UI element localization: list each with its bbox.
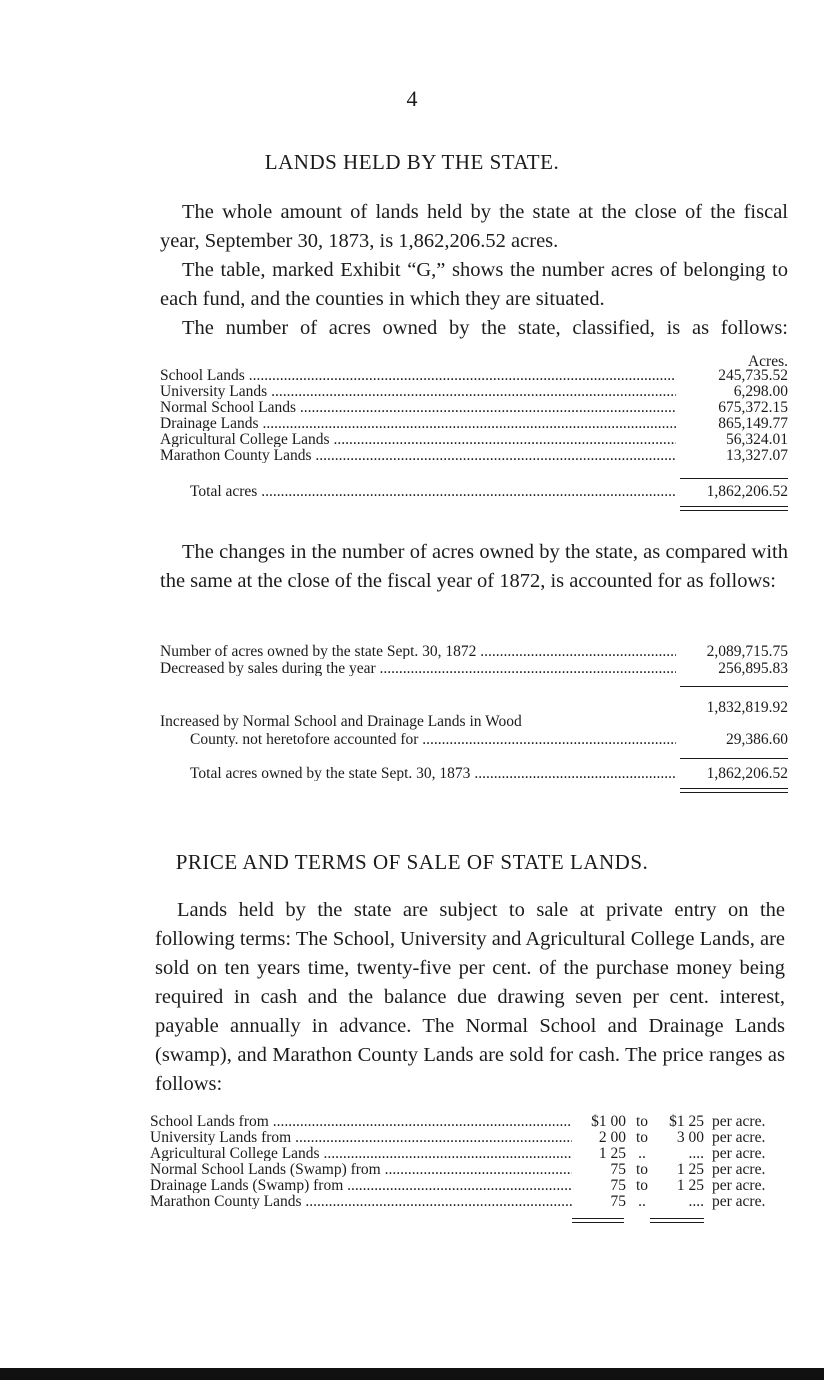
price-separator: to bbox=[635, 1129, 649, 1146]
paragraph-terms: Lands held by the state are subject to sale at private entry on the following terms: The School, University and Agricultural College Lands, are sold on ten years time, twenty-five per cent. of the purchase money being required in cash and the balance due drawing seven per cent. interest, payable annually in advance. The Normal School and Drainage Lands (swamp), and Marathon County Lands are sold for cash. The price ranges as follows: bbox=[155, 899, 785, 1095]
page-bottom-edge bbox=[0, 1368, 824, 1380]
table-row bbox=[150, 1146, 784, 1162]
table-row bbox=[160, 448, 788, 464]
price-low: 75 bbox=[610, 1161, 626, 1178]
table-row bbox=[160, 400, 788, 416]
sum-rule bbox=[680, 478, 788, 479]
total-value: 1,862,206.52 bbox=[706, 483, 788, 500]
row-label: Drainage Lands ..... bbox=[160, 416, 676, 431]
price-low: $1 00 bbox=[591, 1113, 626, 1130]
row-label: Normal School Lands (Swamp) from ..... bbox=[150, 1162, 572, 1177]
double-rule bbox=[680, 506, 788, 511]
row-label: Marathon County Lands ..... bbox=[150, 1194, 572, 1209]
price-unit: per acre. bbox=[712, 1129, 766, 1146]
row-label: Marathon County Lands ..... bbox=[160, 448, 676, 463]
total-label: Total acres ..... bbox=[190, 484, 676, 499]
row-label: Number of acres owned by the state Sept. 30, 1872 ..... bbox=[160, 644, 676, 659]
increase-value: 29,386.60 bbox=[726, 731, 788, 748]
increase-row-line1 bbox=[160, 714, 788, 730]
paragraph-classified: The number of acres owned by the state, classified, is as follows: bbox=[182, 317, 788, 339]
table-row bbox=[150, 1114, 784, 1130]
changes-paragraph-block bbox=[160, 538, 788, 596]
price-unit: per acre. bbox=[712, 1193, 766, 1210]
price-low: 75 bbox=[610, 1193, 626, 1210]
price-table bbox=[150, 1114, 784, 1232]
price-unit: per acre. bbox=[712, 1161, 766, 1178]
price-high: 3 00 bbox=[676, 1129, 704, 1146]
total-label: Total acres owned by the state Sept. 30, 1873 ..... bbox=[190, 766, 676, 781]
table-row bbox=[150, 1194, 784, 1210]
acres-table bbox=[160, 354, 788, 524]
price-low: 1 25 bbox=[598, 1145, 626, 1162]
total-value: 1,862,206.52 bbox=[706, 765, 788, 782]
table-row bbox=[150, 1162, 784, 1178]
price-separator: .. bbox=[638, 1193, 646, 1210]
row-value: 245,735.52 bbox=[718, 367, 788, 384]
section-heading-price-terms: PRICE AND TERMS OF SALE OF STATE LANDS. bbox=[175, 850, 649, 874]
acres-column-header: Acres. bbox=[747, 353, 788, 370]
table-row bbox=[160, 368, 788, 384]
price-separator: to bbox=[635, 1113, 649, 1130]
row-label: Decreased by sales during the year ..... bbox=[160, 661, 676, 676]
sum-rule bbox=[680, 686, 788, 687]
intro-paragraphs bbox=[160, 198, 788, 343]
row-label: School Lands ..... bbox=[160, 368, 676, 383]
row-value: 6,298.00 bbox=[733, 383, 788, 400]
total-row bbox=[160, 766, 788, 782]
row-value: 675,372.15 bbox=[718, 399, 788, 416]
table-row bbox=[160, 644, 788, 660]
row-label: Normal School Lands ..... bbox=[160, 400, 676, 415]
paragraph-whole-amount: The whole amount of lands held by the state at the close of the fiscal year, September 30, 1873, is 1,862,206.52 acres. bbox=[160, 201, 788, 252]
price-high: 1 25 bbox=[676, 1161, 704, 1178]
row-value: 256,895.83 bbox=[718, 660, 788, 677]
increase-label-line2: County. not heretofore accounted for ..... bbox=[190, 732, 676, 747]
row-value: 865,149.77 bbox=[718, 415, 788, 432]
section-heading-lands-held: LANDS HELD BY THE STATE. bbox=[264, 150, 560, 174]
table-row bbox=[150, 1178, 784, 1194]
subtotal-value: 1,832,819.92 bbox=[706, 699, 788, 716]
price-unit: per acre. bbox=[712, 1113, 766, 1130]
row-value: 2,089,715.75 bbox=[706, 643, 788, 660]
double-rule bbox=[680, 788, 788, 793]
row-label: Agricultural College Lands ..... bbox=[160, 432, 676, 447]
table-row bbox=[160, 384, 788, 400]
paragraph-changes: The changes in the number of acres owned by the state, as compared with the same at the close of the fiscal year of 1872, is accounted for as follows: bbox=[160, 541, 788, 592]
terms-paragraph-block bbox=[155, 896, 785, 1099]
price-unit: per acre. bbox=[712, 1145, 766, 1162]
row-label: Drainage Lands (Swamp) from ..... bbox=[150, 1178, 572, 1193]
table-row bbox=[160, 432, 788, 448]
price-high: .... bbox=[688, 1193, 704, 1210]
table-row bbox=[160, 416, 788, 432]
price-low: 75 bbox=[610, 1177, 626, 1194]
double-rule bbox=[650, 1218, 704, 1223]
row-label: School Lands from ..... bbox=[150, 1114, 572, 1129]
price-high: $1 25 bbox=[669, 1113, 704, 1130]
paragraph-exhibit-g: The table, marked Exhibit “G,” shows the number acres of belonging to each fund, and the counties in which they are situated. bbox=[160, 259, 788, 310]
price-separator: to bbox=[635, 1177, 649, 1194]
price-high: .... bbox=[688, 1145, 704, 1162]
table-row bbox=[160, 661, 788, 677]
increase-row-line2 bbox=[160, 732, 788, 748]
row-label: University Lands ..... bbox=[160, 384, 676, 399]
row-value: 56,324.01 bbox=[726, 431, 788, 448]
double-rule bbox=[572, 1218, 624, 1223]
table-row bbox=[150, 1130, 784, 1146]
row-label: Agricultural College Lands ..... bbox=[150, 1146, 572, 1161]
row-label: University Lands from ..... bbox=[150, 1130, 572, 1145]
sum-rule bbox=[680, 758, 788, 759]
price-unit: per acre. bbox=[712, 1177, 766, 1194]
price-separator: to bbox=[635, 1161, 649, 1178]
price-low: 2 00 bbox=[598, 1129, 626, 1146]
page-number: 4 bbox=[406, 86, 418, 111]
price-high: 1 25 bbox=[676, 1177, 704, 1194]
changes-table bbox=[160, 644, 788, 804]
row-value: 13,327.07 bbox=[726, 447, 788, 464]
total-row bbox=[160, 484, 788, 500]
increase-label-line1: Increased by Normal School and Drainage Lands in Wood bbox=[160, 713, 522, 730]
price-separator: .. bbox=[638, 1145, 646, 1162]
